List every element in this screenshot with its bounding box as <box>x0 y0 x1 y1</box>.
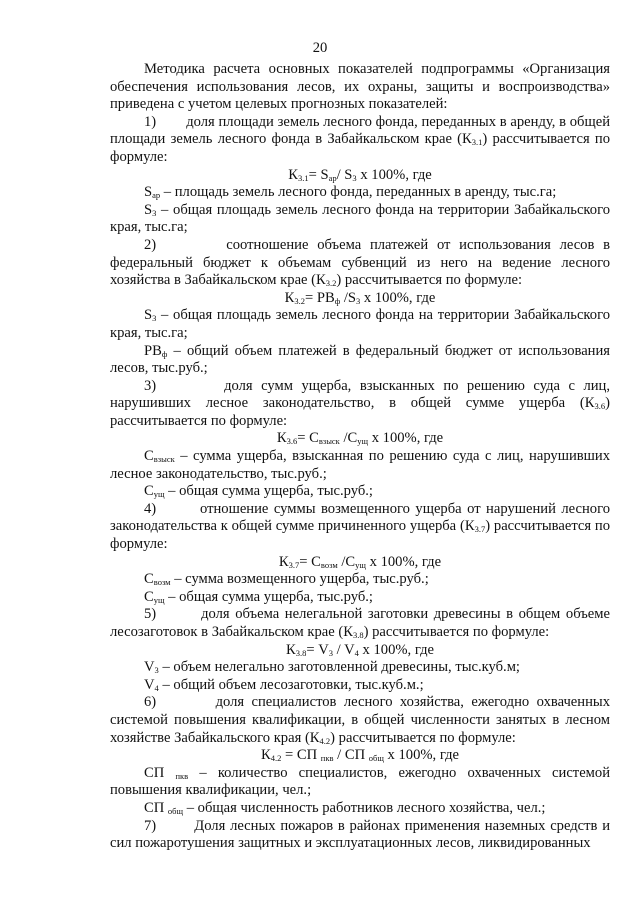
intro-paragraph: Методика расчета основных показателей подпрограммы «Организация обеспечения использования лесов, их охраны, защиты и воспроизводства» приведена с учетом целевых прогнозных показателей: <box>110 61 610 113</box>
definition-c-vozm: $С_{возм}$ – сумма возмещенного ущерба, тыс.руб.; <box>144 571 429 588</box>
item-text: доля сумм ущерба, взысканных по решению суда с лиц, нарушивших лесное законодательство, в общей сумме ущерба (К <box>110 377 611 412</box>
document-body <box>110 61 610 853</box>
indicator-2-paragraph <box>110 237 610 290</box>
formula-k32: $К_{3.2}= PB_ф$ $/S_3$ x 100%, где <box>284 289 436 306</box>
item-number: 5) <box>144 606 157 623</box>
item-number: 4) <box>144 500 157 517</box>
indicator-6-paragraph <box>110 694 610 747</box>
formula-k42: $К_{4.2}$ = СП $_{пкв}$ / СП $_{общ}$ x 100%, где <box>260 747 460 764</box>
item-text: доля объема нелегальной заготовки древесины в общем объеме лесозаготовок в Забайкальском крае (К <box>110 606 610 640</box>
item-text-end: ) рассчитывается по формуле: <box>110 518 610 553</box>
indicator-7-paragraph <box>110 818 610 853</box>
formula-k37: $К_{3.7}= С_{возм}$ $/С_{ущ}$ x 100%, где <box>278 553 442 570</box>
definition-v4: $V_4$ – общий объем лесозаготовки, тыс.куб.м.; <box>144 676 424 693</box>
definition-pb-f: $PB_ф$ – общий объем платежей в федеральный бюджет от использования лесов, тыс.руб.; <box>110 342 610 377</box>
formula-k31: $К_{3.1}= S_{ар}/$ $S_3$ x 100%, где <box>288 166 432 183</box>
item-text: отношение суммы возмещенного ущерба от нарушений лесного законодательства к общей сумме причиненного ущерба (К <box>110 500 610 535</box>
item-text-end: ) рассчитывается по формуле: <box>363 624 550 640</box>
item-subscript: 3.8 <box>352 630 364 640</box>
item-number: 1) <box>144 113 157 130</box>
item-text-end: ) рассчитывается по формуле: <box>110 131 611 165</box>
formula-k36: $К_{3.6}= С_{взыск}$ $/С_{ущ}$ x 100%, где <box>276 430 444 447</box>
indicator-3-paragraph <box>110 378 610 431</box>
item-text: доля специалистов лесного хозяйства, ежегодно охваченных системой повышения квалификации, в общей численности занятых в лесном хозяйстве Забайкальского края (К <box>110 694 610 746</box>
item-number: 2) <box>144 236 157 253</box>
definition-c-vzysk: $С_{взыск}$ – сумма ущерба, взысканная по решению суда с лиц, нарушивших лесное законодательство, тыс.руб.; <box>110 448 610 482</box>
definition-s3: $S_3$ – общая площадь земель лесного фонда на территории Забайкальского края, тыс.га; <box>110 307 610 341</box>
formula-k38: $К_{3.8}= V_3 / V_4$ x 100%, где <box>285 641 435 658</box>
item-subscript: 3.2 <box>325 278 337 289</box>
item-text-end: ) рассчитывается по формуле: <box>110 395 610 429</box>
item-text-end: ) рассчитывается по формуле: <box>330 729 516 746</box>
definition-v3: $V_3$ – объем нелегально заготовленной древесины, тыс.куб.м; <box>144 659 520 676</box>
indicator-1-paragraph <box>110 114 610 167</box>
item-subscript: 3.1 <box>471 137 483 148</box>
item-number: 6) <box>144 694 157 711</box>
item-text-end: ) рассчитывается по формуле: <box>336 272 523 289</box>
item-subscript: 3.6 <box>594 401 606 412</box>
item-text: соотношение объема платежей от использования лесов в федеральный бюджет к объемам субвенций из него на ведение лесного хозяйства в Забайкальском крае (К <box>110 236 611 289</box>
definition-s3: $S_3$ – общая площадь земель лесного фонда на территории Забайкальского края, тыс.га; <box>110 201 610 236</box>
item-subscript: 4.2 <box>319 735 331 746</box>
definition-sp-obshch: СП $_{общ}$ – общая численность работников лесного хозяйства, чел.; <box>144 799 546 816</box>
definition-c-ushch: $С_{ущ}$ – общая сумма ущерба, тыс.руб.; <box>144 483 373 500</box>
definition-sp-pkv: СП $_{пкв}$ – количество специалистов, ежегодно охваченных системой повышения квалификации, чел.; <box>110 764 611 799</box>
item-subscript: 3.7 <box>474 524 486 535</box>
item-number: 7) <box>144 817 157 834</box>
item-text: доля площади земель лесного фонда, переданных в аренду, в общей площади земель лесного фонда в Забайкальском крае (К <box>110 113 611 148</box>
indicator-4-paragraph <box>110 501 610 554</box>
item-number: 3) <box>144 377 157 394</box>
item-text: Доля лесных пожаров в районах применения наземных средств и сил пожаротушения защитных и эксплуатационных лесов, ликвидированных <box>110 817 610 852</box>
definition-c-ushch: $С_{ущ}$ – общая сумма ущерба, тыс.руб.; <box>144 588 373 605</box>
definition-s-ar: $S_{ар}$ – площадь земель лесного фонда, переданных в аренду, тыс.га; <box>144 184 557 201</box>
page-number: 20 <box>312 40 328 56</box>
indicator-5-paragraph <box>110 606 610 641</box>
